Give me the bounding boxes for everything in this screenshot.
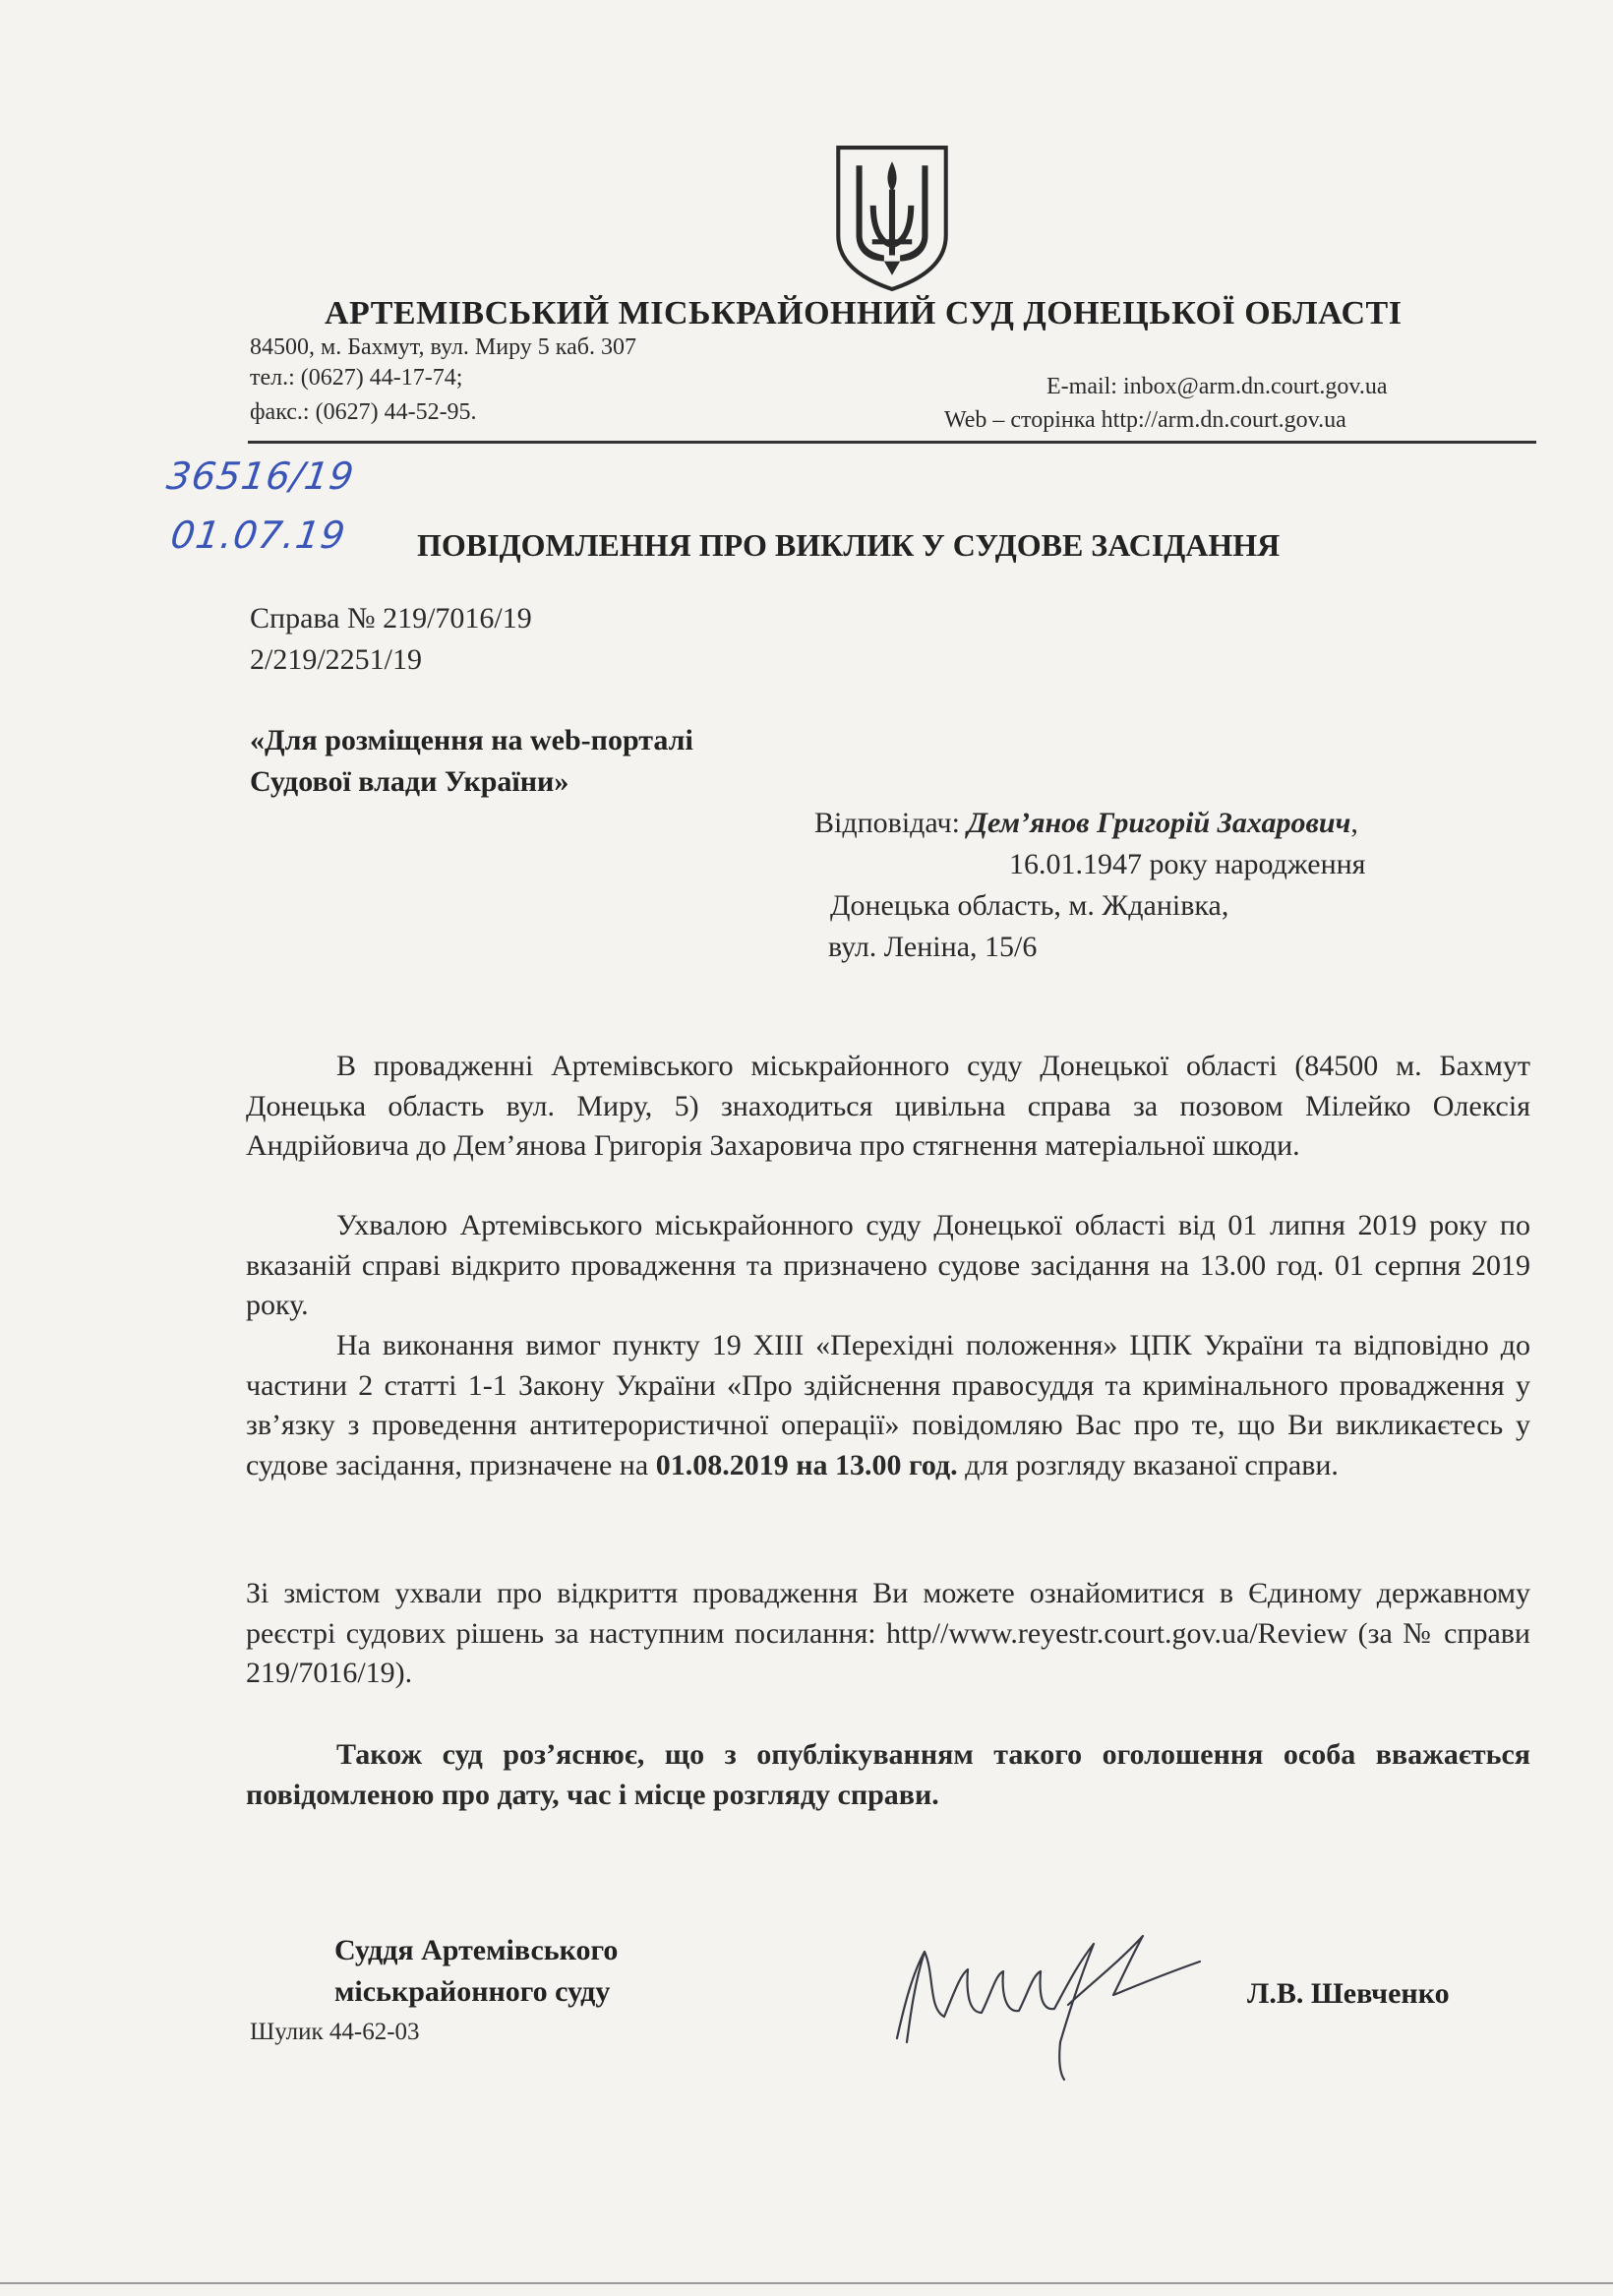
paragraph-summons [246,1326,1530,1485]
respondent-label: Відповідач: [814,807,968,839]
handwritten-registration-date: 01.07.19 [167,514,349,557]
court-address: 84500, м. Бахмут, вул. Миру 5 каб. 307 [250,334,636,360]
respondent-region: Донецька область, м. Жданівка, [830,889,1229,922]
respondent-street: вул. Леніна, 15/6 [828,931,1038,963]
court-phone: тел.: (0627) 44-17-74; [250,365,463,391]
header-divider [248,441,1536,444]
respondent-comma: , [1350,807,1358,839]
trident-coat-of-arms-icon [832,144,952,293]
case-internal-number: 2/219/2251/19 [250,643,423,676]
court-email: E-mail: inbox@arm.dn.court.gov.ua [1046,374,1388,399]
paragraph-clarification: Також суд роз’яснює, що з опублікуванням такого оголошення особа вважається повідомленою про дату, час і місце розгляду справи. [246,1738,1530,1811]
document-title: ПОВІДОМЛЕННЯ ПРО ВИКЛИК У СУДОВЕ ЗАСІДАННЯ [417,527,1281,563]
respondent-line [814,807,1358,840]
summons-text-end: для розгляду вказаної справи. [957,1448,1339,1481]
page-bottom-edge [0,2282,1613,2284]
court-fax: факс.: (0627) 44-52-95. [250,399,477,425]
case-number: Справа № 219/7016/19 [250,602,532,634]
paragraph-proceeding: В провадженні Артемівського міськрайонного суду Донецької області (84500 м. Бахмут Донецька область вул. Миру, 5) знаходиться цивільна справа за позовом Мілейко Олексія Андрійовича до Дем’янова Григорія Захаровича про стягнення матеріальної шкоди. [246,1050,1530,1162]
judge-title-line-2: міськрайонного суду [334,1975,611,2008]
respondent-name: Дем’янов Григорій Захарович [967,807,1351,839]
hearing-datetime: 01.08.2019 на 13.00 год. [655,1448,958,1481]
summons-text: На виконання вимог пункту 19 ХIII «Перехідні положення» ЦПК України та відповідно до частини 2 статті 1-1 Закону України «Про здійснення правосуддя та кримінального провадження у зв’язку з проведення антитерористичної операції» повідомляю Вас про те, що Ви викликаєтесь у судове засідання, призначене на [246,1329,1530,1481]
court-name: АРТЕМІВСЬКИЙ МІСЬКРАЙОННИЙ СУД ДОНЕЦЬКОЇ ОБЛАСТІ [325,295,1403,332]
paragraph-ruling: Ухвалою Артемівського міськрайонного суду Донецької області від 01 липня 2019 року по вказаній справі відкрито провадження та призначено судове засідання на 13.00 год. 01 серпня 2019 року. [246,1209,1530,1321]
court-website: Web – сторінка http://arm.dn.court.gov.ua [944,407,1346,433]
portal-note-line-2: Судової влади України» [250,765,569,798]
judge-title-line-1: Суддя Артемівського [334,1934,619,1966]
portal-note-line-1: «Для розміщення на web-порталі [250,724,693,756]
judge-name: Л.В. Шевченко [1247,1977,1450,2010]
handwritten-signature [885,1914,1220,2082]
paragraph-registry: Зі змістом ухвали про відкриття провадження Ви можете ознайомитися в Єдиному державному реєстрі судових рішень за наступним посилання: http//www.reyestr.court.gov.ua/Review (за № справи 219/7016/19). [246,1577,1530,1689]
executor-contact: Шулик 44-62-03 [250,2019,420,2045]
handwritten-registration-number: 36516/19 [163,454,358,498]
respondent-birth: 16.01.1947 року народження [1009,848,1366,880]
